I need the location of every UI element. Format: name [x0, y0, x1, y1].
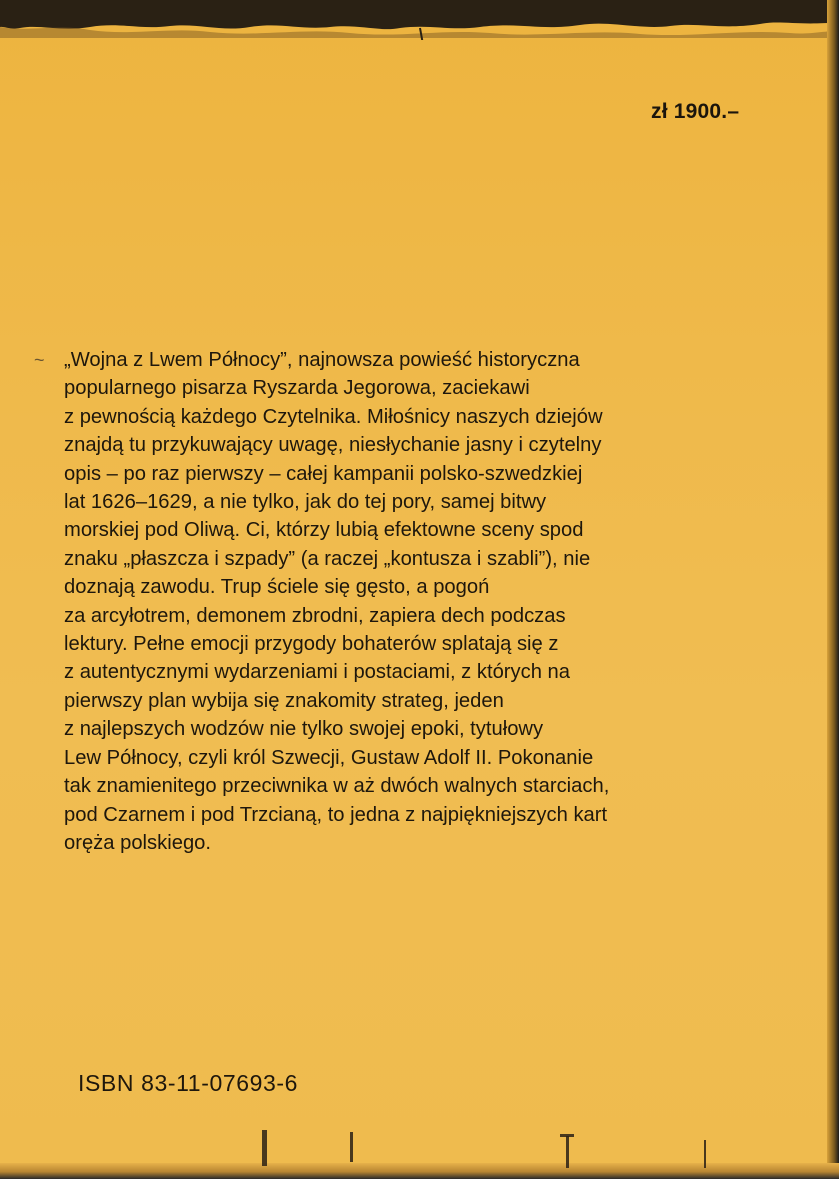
blurb-line: z najlepszych wodzów nie tylko swojej epoki, tytułowy — [64, 718, 544, 741]
right-edge-shadow — [827, 0, 839, 1179]
blurb-line: oręża polskiego. — [64, 831, 212, 854]
spine-mark — [350, 1132, 353, 1162]
blurb-text — [64, 346, 784, 857]
blurb-line: opis – po raz pierwszy – całej kampanii polsko-szwedzkiej — [64, 462, 583, 485]
torn-top-edge — [0, 0, 839, 40]
margin-mark: ~ — [34, 350, 45, 370]
blurb-line: doznają zawodu. Trup ściele się gęsto, a pogoń — [64, 576, 490, 599]
blurb-line: znajdą tu przykuwający uwagę, niesłychanie jasny i czytelny — [64, 434, 602, 457]
price-label: zł 1900.– — [651, 100, 740, 123]
blurb-line: pierwszy plan wybija się znakomity strateg, jeden — [64, 689, 504, 712]
isbn-number: ISBN 83-11-07693-6 — [78, 1070, 299, 1096]
blurb-line: lektury. Pełne emocji przygody bohaterów splatają się z — [64, 633, 559, 656]
blurb-line: pod Czarnem i pod Trzcianą, to jedna z najpiękniejszych kart — [64, 803, 608, 826]
blurb-line: lat 1626–1629, a nie tylko, jak do tej pory, samej bitwy — [64, 491, 547, 514]
blurb-line: za arcyłotrem, demonem zbrodni, zapiera dech podczas — [64, 604, 566, 627]
blurb-line: z pewnością każdego Czytelnika. Miłośnicy naszych dziejów — [64, 405, 603, 428]
blurb-line: popularnego pisarza Ryszarda Jegorowa, zaciekawi — [64, 377, 530, 400]
bottom-edge-shadow — [0, 1163, 839, 1179]
blurb-line: Lew Północy, czyli król Szwecji, Gustaw Adolf II. Pokonanie — [64, 746, 594, 769]
spine-mark — [262, 1130, 267, 1166]
blurb-line: morskiej pod Oliwą. Ci, którzy lubią efektowne sceny spod — [64, 519, 584, 542]
blurb-line: „Wojna z Lwem Północy”, najnowsza powieść historyczna — [64, 349, 580, 371]
blurb-line: tak znamienitego przeciwnika w aż dwóch walnych starciach, — [64, 775, 610, 798]
blurb-line: z autentycznymi wydarzeniami i postaciami, z których na — [64, 661, 570, 684]
blurb-line: znaku „płaszcza i szpady” (a raczej „kontusza i szabli”), nie — [64, 547, 591, 570]
spine-mark — [566, 1136, 569, 1168]
spine-mark — [704, 1140, 706, 1168]
